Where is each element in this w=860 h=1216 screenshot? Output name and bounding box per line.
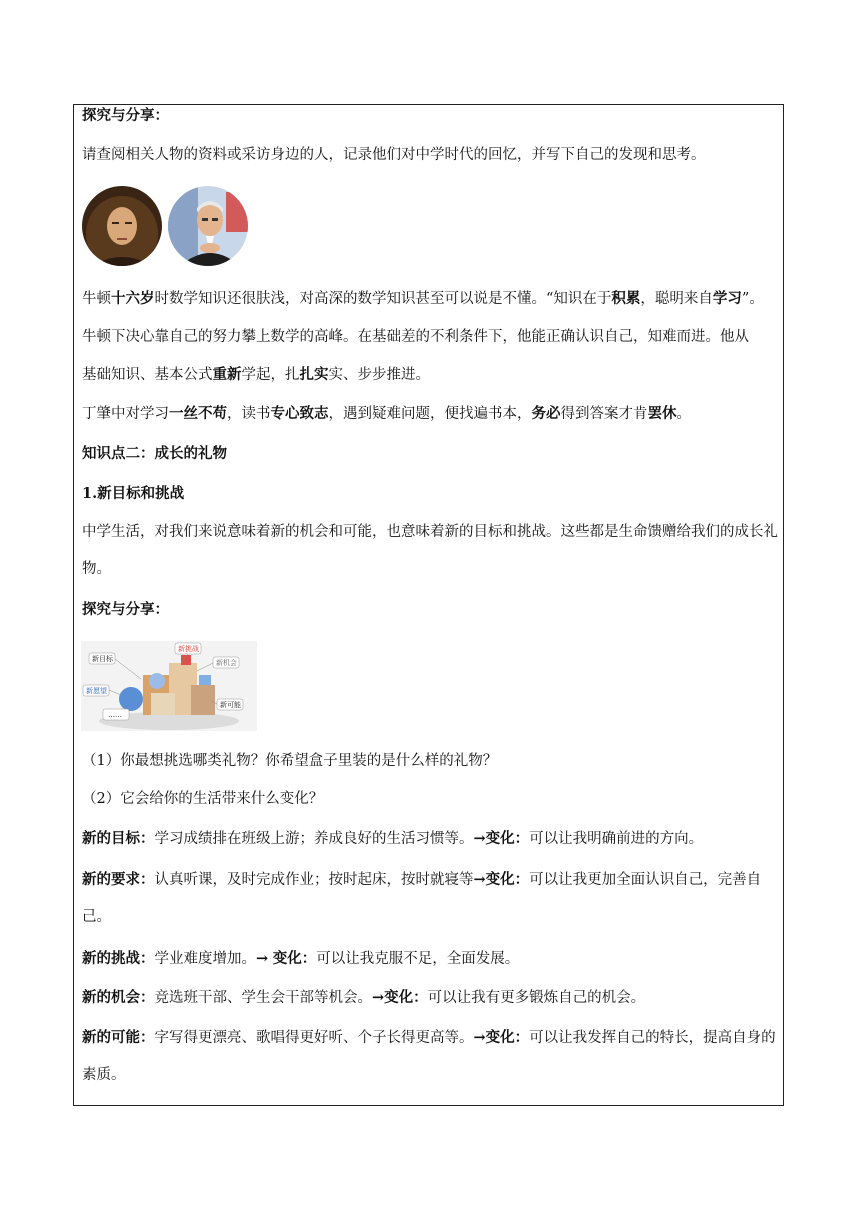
newton-line-1: 牛顿十六岁时数学知识还很肤浅，对高深的数学知识甚至可以说是不懂。“知识在于积累，聪明来自学习”。 [82,290,764,307]
sub-heading-new-goals: 1.新目标和挑战 [82,485,185,502]
intro-paragraph: 请查阅相关人物的资料或采访身边的人，记录他们对中学时代的回忆，并写下自己的发现和思考。 [82,147,706,163]
item-new-challenge: 新的挑战：学业难度增加。→ 变化：可以让我克服不足，全面发展。 [82,950,520,967]
knowledge-point-heading: 知识点二：成长的礼物 [82,445,227,462]
section-heading-explore-1: 探究与分享： [82,107,169,124]
item-new-possibility: 新的可能：字写得更漂亮、歌唱得更好听、个子长得更高等。→变化：可以让我发挥自己的特长，提高自身的素质。 [82,1029,776,1083]
item-new-goal: 新的目标：学习成绩排在班级上游；养成良好的生活习惯等。→变化：可以让我明确前进的方向。 [82,830,704,847]
section-heading-explore-2: 探究与分享： [82,601,169,618]
ding-portrait-image [168,186,248,266]
question-1: （1）你最想挑选哪类礼物？你希望盒子里装的是什么样的礼物？ [82,753,498,769]
question-2: （2）它会给你的生活带来什么变化？ [82,791,324,807]
newton-line-3: 基础知识、基本公式重新学起，扎扎实实、步步推进。 [82,366,430,383]
tag-new-hope: 新愿望 [86,687,107,695]
item-new-opportunity: 新的机会：竞选班干部、学生会干部等机会。→变化：可以让我有更多锻炼自己的机会。 [82,989,646,1006]
portraits-group [82,186,254,270]
middle-school-paragraph: 中学生活，对我们来说意味着新的机会和可能，也意味着新的目标和挑战。这些都是生命馈赠给我们的成长礼物。 [82,524,778,577]
gift-boxes-image [81,641,257,731]
newton-portrait-image [82,186,162,266]
tag-new-opportunity: 新机会 [216,659,237,667]
ding-paragraph: 丁肇中对学习一丝不苟，读书专心致志，遇到疑难问题，便找遍书本，务必得到答案才肯罢休。 [82,405,691,422]
tag-new-challenge: 新挑战 [178,645,199,653]
item-new-requirement: 新的要求：认真听课，及时完成作业；按时起床，按时就寝等→变化：可以让我更加全面认识自己，完善自己。 [82,871,762,925]
tag-new-possible: 新可能 [220,701,241,709]
newton-line-2: 牛顿下决心靠自己的努力攀上数学的高峰。在基础差的不利条件下，他能正确认识自己，知难而进。他从 [82,329,749,345]
tag-more: …… [108,711,122,719]
tag-new-goal: 新目标 [92,655,113,663]
